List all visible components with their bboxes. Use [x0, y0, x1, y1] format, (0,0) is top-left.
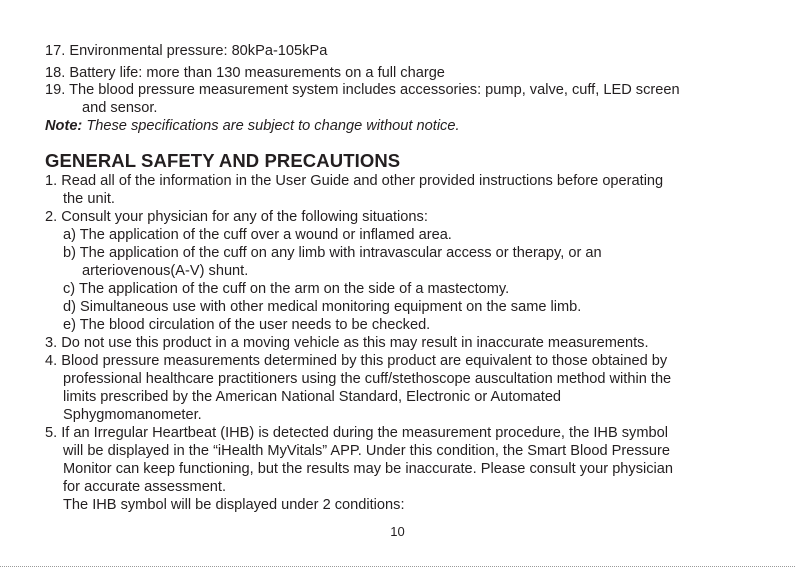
spec-item-17: 17. Environmental pressure: 80kPa-105kPa	[45, 43, 328, 59]
section-heading: GENERAL SAFETY AND PRECAUTIONS	[45, 150, 401, 171]
spec-item-19-continuation: and sensor.	[82, 100, 158, 116]
list-item: professional healthcare practitioners using the cuff/stethoscope auscultation method within the	[63, 371, 672, 387]
list-subitem: d) Simultaneous use with other medical monitoring equipment on the same limb.	[63, 299, 582, 315]
spec-item-19: 19. The blood pressure measurement system includes accessories: pump, valve, cuff, LED screen	[45, 82, 680, 98]
list-item: Monitor can keep functioning, but the results may be inaccurate. Please consult your physician	[63, 461, 674, 477]
spec-item-18: 18. Battery life: more than 130 measurements on a full charge	[45, 65, 445, 81]
bottom-divider	[0, 566, 795, 567]
list-item: Sphygmomanometer.	[63, 407, 202, 423]
list-subitem: c) The application of the cuff on the arm on the side of a mastectomy.	[63, 281, 510, 297]
list-subitem: a) The application of the cuff over a wound or inflamed area.	[63, 227, 452, 243]
page-number: 10	[390, 524, 405, 539]
list-item: 3. Do not use this product in a moving vehicle as this may result in inaccurate measurements.	[45, 335, 649, 351]
list-item: will be displayed in the “iHealth MyVitals” APP. Under this condition, the Smart Blood Pressure	[63, 443, 671, 459]
list-subitem: arteriovenous(A-V) shunt.	[82, 263, 249, 279]
list-item: 1. Read all of the information in the User Guide and other provided instructions before operating	[45, 173, 664, 189]
list-item: 4. Blood pressure measurements determined by this product are equivalent to those obtained by	[45, 353, 668, 369]
list-subitem: e) The blood circulation of the user needs to be checked.	[63, 317, 431, 333]
list-item: The IHB symbol will be displayed under 2 conditions:	[63, 497, 405, 513]
list-item: 5. If an Irregular Heartbeat (IHB) is detected during the measurement procedure, the IHB symbol	[45, 425, 668, 441]
list-item: the unit.	[63, 191, 115, 207]
spec-note	[45, 117, 460, 135]
list-item: for accurate assessment.	[63, 479, 227, 495]
note-text: These specifications are subject to change without notice.	[86, 118, 460, 134]
list-item: limits prescribed by the American National Standard, Electronic or Automated	[63, 389, 562, 405]
list-subitem: b) The application of the cuff on any limb with intravascular access or therapy, or an	[63, 245, 602, 261]
note-label: Note:	[45, 118, 83, 134]
list-item: 2. Consult your physician for any of the following situations:	[45, 209, 428, 225]
